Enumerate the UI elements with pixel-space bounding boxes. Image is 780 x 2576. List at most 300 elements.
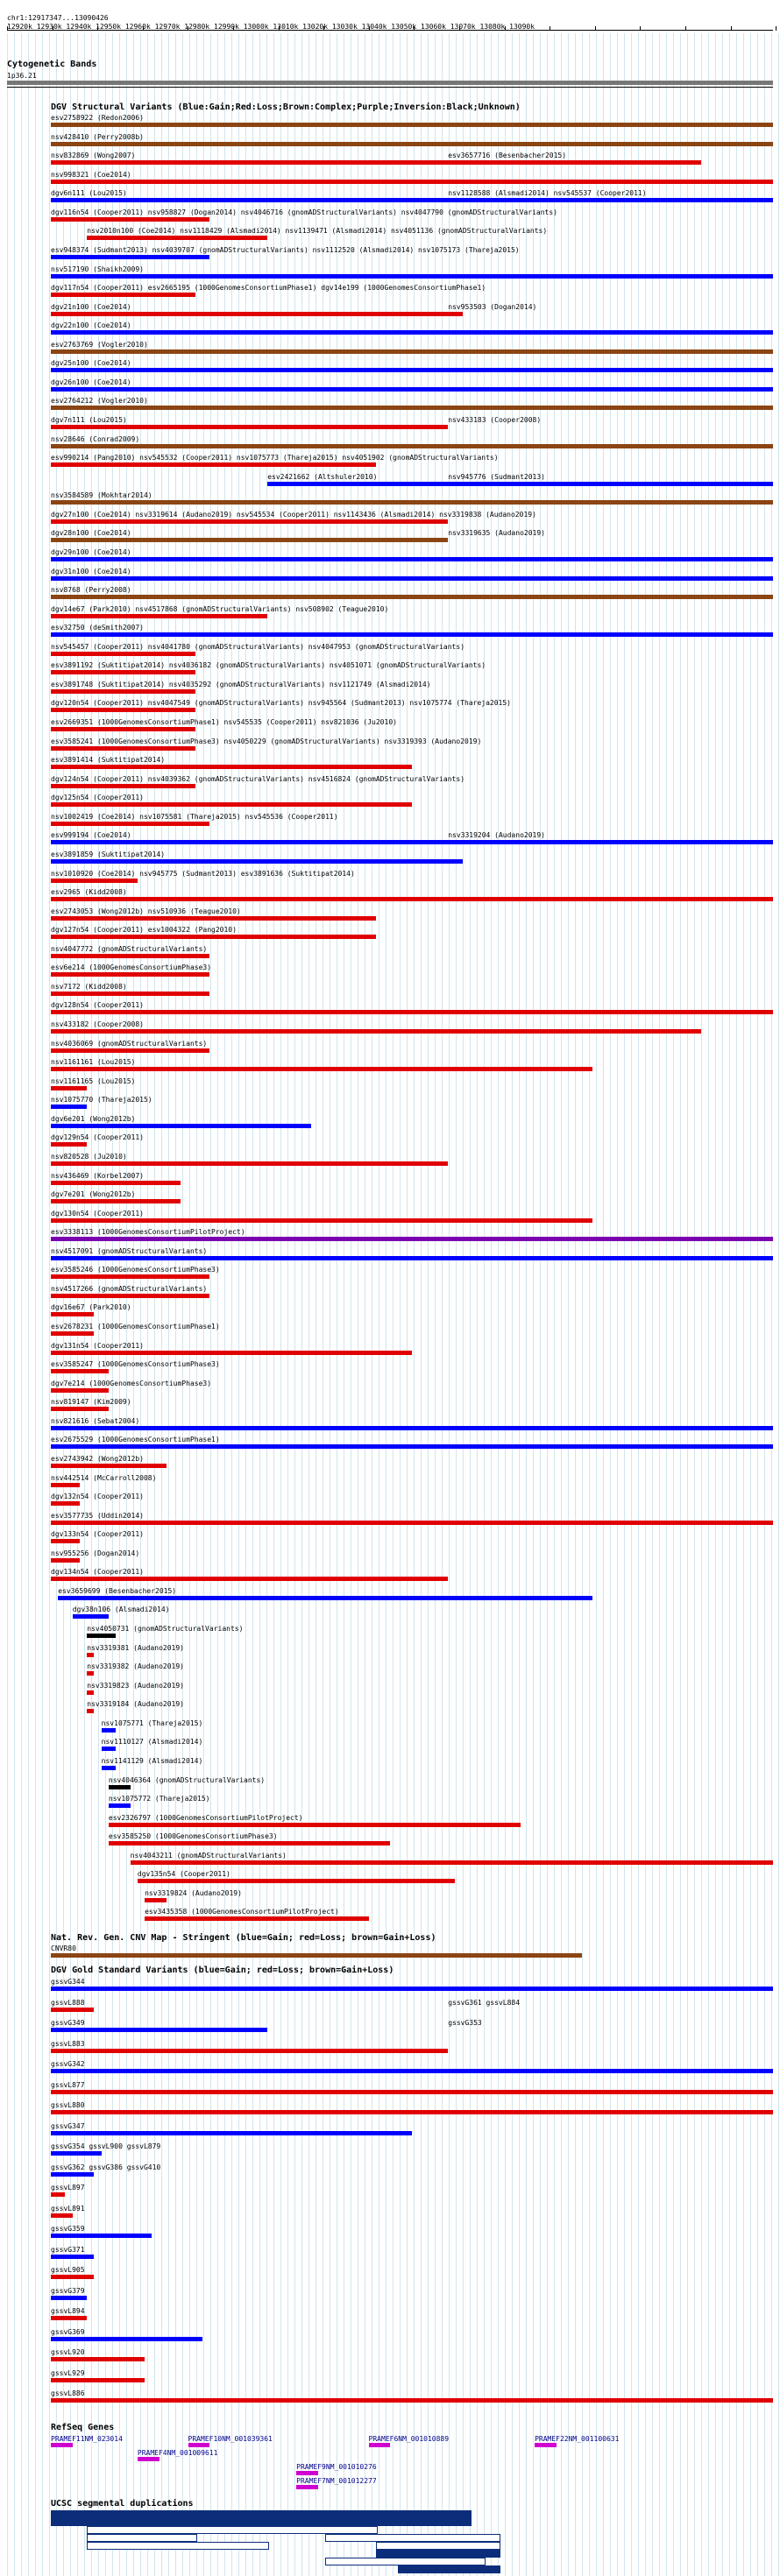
refseq-gene-bar[interactable] (535, 2443, 557, 2447)
dgv-variant-bar[interactable] (87, 1690, 94, 1695)
dgv-variant-label[interactable]: dgv7e201 (Wong2012b) (51, 1190, 136, 1199)
dgv-variant-bar[interactable] (51, 1218, 592, 1223)
gold-variant-label[interactable]: gssvG347 (51, 2121, 85, 2130)
gridline (210, 33, 211, 2576)
dgv-variant-label[interactable]: dgv28n100 (Coe2014) (51, 529, 131, 538)
dgv-variant-label[interactable]: nsv1075772 (Thareja2015) (108, 1795, 210, 1803)
dgv-variant-bar[interactable] (51, 1199, 181, 1203)
dgv-variant-bar[interactable] (51, 444, 773, 448)
dgv-variant-bar[interactable] (51, 1483, 80, 1487)
dgv-variant-label[interactable]: nsv1110127 (Alsmadi2014) (101, 1738, 203, 1747)
dgv-variant-label[interactable]: dgv132n54 (Cooper2011) (51, 1493, 144, 1501)
dgv-variant-bar[interactable] (51, 708, 195, 712)
dgv-variant-label[interactable]: nsv1161161 (Lou2015) (51, 1058, 136, 1067)
gridline (575, 33, 576, 2576)
dgv-variant-bar[interactable] (58, 1596, 592, 1600)
dgv-variant-label[interactable]: nsv955256 (Dogan2014) (51, 1549, 140, 1557)
dgv-variant-label-extra[interactable]: esv3657716 (Besenbacher2015) (448, 152, 567, 160)
dgv-variant-label[interactable]: nsv517190 (Shaikh2009) (51, 265, 144, 273)
gold-variant-label[interactable]: gssvG379 (51, 2286, 85, 2295)
dgv-variant-label[interactable]: esv3891748 (Suktitipat2014) nsv4035292 (gnomADStructuralVariants) nsv1121749 (Alsmadi2014) (51, 680, 431, 688)
dgv-variant-label[interactable]: dgv117n54 (Cooper2011) esv2665195 (1000GenomesConsortiumPhase1) dgv14e199 (1000GenomesConsortiumPhase1) (51, 284, 486, 293)
dgv-variant-label[interactable]: esv3585241 (1000GenomesConsortiumPhase3) nsv4050229 (gnomADStructuralVariants) nsv3319393 (Audano2019) (51, 737, 482, 745)
dgv-variant-label-extra[interactable]: nsv3319204 (Audano2019) (448, 831, 545, 840)
dgv-variant-bar[interactable] (51, 1388, 109, 1393)
dgv-variant-bar[interactable] (109, 1785, 131, 1789)
dgv-variant-label[interactable]: esv990214 (Pang2010) nsv545532 (Cooper2011) nsv1075773 (Thareja2015) nsv4051902 (gnomADStructuralVariants) (51, 454, 499, 462)
gold-variant-bar[interactable] (51, 2172, 94, 2177)
dgv-variant-bar[interactable] (73, 1614, 109, 1619)
dgv-variant-bar[interactable] (51, 765, 412, 769)
dgv-variant-label[interactable]: esv3891859 (Suktitipat2014) (51, 850, 166, 858)
gold-variant-bar[interactable] (51, 2213, 73, 2218)
dgv-variant-bar[interactable] (51, 746, 195, 751)
segdup-block[interactable] (87, 2526, 378, 2534)
dgv-variant-label[interactable]: dgv130n54 (Cooper2011) (51, 1209, 144, 1217)
dgv-variant-label[interactable]: esv3435358 (1000GenomesConsortiumPilotProject) (145, 1908, 339, 1916)
dgv-variant-bar[interactable] (51, 1558, 80, 1563)
dgv-variant-bar[interactable] (51, 274, 773, 279)
dgv-variant-bar[interactable] (51, 992, 209, 996)
dgv-variant-bar[interactable] (51, 293, 195, 297)
dgv-variant-label[interactable]: nsv1141129 (Alsmadi2014) (101, 1756, 203, 1765)
refseq-gene-bar[interactable] (138, 2457, 160, 2461)
dgv-variant-bar[interactable] (109, 1803, 131, 1808)
dgv-variant-bar[interactable] (51, 519, 448, 524)
dgv-variant-label[interactable]: nsv3319382 (Audano2019) (87, 1662, 184, 1671)
gold-variant-label[interactable]: gssvL880 (51, 2101, 85, 2109)
dgv-variant-bar[interactable] (51, 1029, 701, 1034)
dgv-variant-label[interactable]: esv3577735 (Uddin2014) (51, 1511, 144, 1520)
gridline (645, 33, 646, 2576)
dgv-variant-bar[interactable] (138, 1879, 456, 1883)
refseq-gene-label[interactable]: PRAMEF9NM_001010276 (296, 2463, 377, 2471)
gold-variant-label[interactable]: gssvL894 (51, 2307, 85, 2315)
gridline (519, 33, 520, 2576)
dgv-variant-label[interactable]: esv32750 (deSmith2007) (51, 624, 144, 632)
gold-variant-label[interactable]: gssvL905 (51, 2266, 85, 2274)
dgv-variant-label[interactable]: dgv7e214 (1000GenomesConsortiumPhase3) (51, 1379, 212, 1387)
dgv-variant-bar[interactable] (51, 425, 448, 429)
segdup-block[interactable] (325, 2558, 486, 2565)
dgv-variant-label[interactable]: esv3585247 (1000GenomesConsortiumPhase3) (51, 1360, 220, 1369)
refseq-gene-label[interactable]: PRAMEF11NM_023014 (51, 2435, 123, 2443)
dgv-variant-bar[interactable] (102, 1728, 116, 1733)
dgv-variant-label[interactable]: nsv4046364 (gnomADStructuralVariants) (108, 1775, 266, 1784)
dgv-variant-label[interactable]: nsv4043211 (gnomADStructuralVariants) (130, 1851, 287, 1860)
nrg-label: CNVR80 (51, 1944, 76, 1952)
dgv-variant-bar[interactable] (102, 1747, 116, 1751)
gridline (161, 33, 162, 2576)
dgv-variant-bar[interactable] (51, 1444, 773, 1449)
segdup-block[interactable] (398, 2565, 500, 2573)
gold-variant-label[interactable]: gssvL891 (51, 2204, 85, 2213)
gold-variant-bar[interactable] (51, 2378, 145, 2382)
dgv-variant-bar[interactable] (51, 1086, 87, 1090)
gold-variant-label[interactable]: gssvL897 (51, 2184, 85, 2191)
dgv-variant-label[interactable]: esv6e214 (1000GenomesConsortiumPhase3) (51, 963, 212, 972)
gridline (28, 33, 29, 2576)
dgv-variant-label[interactable]: nsv428410 (Perry2008b) (51, 132, 144, 141)
gold-variant-label[interactable]: gssvG359 (51, 2225, 85, 2233)
dgv-variant-bar[interactable] (51, 1521, 773, 1525)
dgv-variant-label[interactable]: dgv38n106 (Alsmadi2014) (72, 1606, 170, 1614)
gold-variant-bar[interactable] (51, 2255, 94, 2259)
dgv-variant-label[interactable]: dgv16e67 (Park2010) (51, 1303, 131, 1312)
gold-variant-label[interactable]: gssvG371 (51, 2245, 85, 2254)
dgv-variant-bar[interactable] (51, 1274, 209, 1279)
gridline (491, 33, 492, 2576)
gold-variant-label[interactable]: gssvL883 (51, 2039, 85, 2048)
dgv-variant-bar[interactable] (51, 557, 773, 561)
gridline (400, 33, 401, 2576)
dgv-variant-label[interactable]: esv2326797 (1000GenomesConsortiumPilotProject) (108, 1813, 303, 1822)
gold-variant-label[interactable]: gssvL877 (51, 2080, 85, 2089)
gridline (273, 33, 274, 2576)
dgv-variant-label[interactable]: nsv3319824 (Audano2019) (145, 1888, 242, 1897)
gridline (771, 33, 772, 2576)
gold-variant-bar[interactable] (51, 2337, 202, 2341)
dgv-variant-label[interactable]: dgv27n100 (Coe2014) nsv3319614 (Audano2019) nsv545534 (Cooper2011) nsv1143436 (Alsmadi2014) nsv3319838 (Audano2019) (51, 510, 536, 519)
dgv-variant-label[interactable]: dgv25n100 (Coe2014) (51, 359, 131, 368)
refseq-gene-bar[interactable] (296, 2485, 318, 2489)
dgv-variant-label[interactable]: nsv4050731 (gnomADStructuralVariants) (87, 1625, 244, 1633)
dgv-variant-bar[interactable] (51, 312, 463, 316)
dgv-variant-label[interactable]: dgv14e67 (Park2010) nsv4517868 (gnomADStructuralVariants) nsv508902 (Teague2010) (51, 604, 389, 613)
dgv-variant-label[interactable]: nsv1002419 (Coe2014) nsv1075581 (Thareja2015) nsv545536 (Cooper2011) (51, 812, 338, 821)
gridline (736, 33, 737, 2576)
dgv-variant-bar[interactable] (51, 859, 463, 864)
gold-variant-bar[interactable] (51, 2357, 145, 2361)
dgv-variant-label[interactable]: esv2675529 (1000GenomesConsortiumPhase1) (51, 1436, 220, 1444)
dgv-variant-bar[interactable] (51, 897, 773, 901)
gold-variant-label[interactable]: gssvG362 gssvG386 gssvG410 (51, 2163, 161, 2171)
gold-variant-label[interactable]: gssvG344 (51, 1978, 85, 1986)
gold-variant-bar[interactable] (51, 2090, 773, 2094)
refseq-gene-label[interactable]: PRAMEF4NM_001009611 (137, 2449, 218, 2457)
dgv-variant-label[interactable]: dgv31n100 (Coe2014) (51, 567, 131, 575)
dgv-variant-label[interactable]: esv2669351 (1000GenomesConsortiumPhase1) nsv545535 (Cooper2011) nsv821036 (Ju2010) (51, 718, 397, 726)
dgv-variant-bar[interactable] (51, 802, 412, 807)
gridline (673, 33, 674, 2576)
gold-variant-label[interactable]: gssvG369 (51, 2327, 85, 2336)
dgv-variant-label[interactable]: esv2678231 (1000GenomesConsortiumPhase1) (51, 1323, 220, 1330)
gold-variant-bar[interactable] (51, 2234, 152, 2238)
dgv-variant-label[interactable]: nsv832869 (Wong2007) (51, 152, 136, 160)
segdup-block[interactable] (376, 2550, 500, 2558)
gridline (154, 33, 155, 2576)
dgv-variant-bar[interactable] (51, 500, 773, 505)
dgv-variant-bar[interactable] (51, 879, 138, 883)
dgv-variant-label[interactable]: dgv22n100 (Coe2014) (51, 321, 131, 330)
gridline (266, 33, 267, 2576)
dgv-variant-label[interactable]: esv3891414 (Suktitipat2014) (51, 756, 166, 765)
dgv-variant-label[interactable]: esv3585250 (1000GenomesConsortiumPhase3) (108, 1832, 278, 1841)
gridline (757, 33, 758, 2576)
dgv-variant-label[interactable]: esv948374 (Sudmant2013) nsv4039707 (gnomADStructuralVariants) nsv1112520 (Alsmadi2014) nsv1075173 (Thareja2015) (51, 245, 520, 254)
dgv-variant-bar[interactable] (51, 1010, 773, 1014)
dgv-variant-bar[interactable] (87, 1653, 94, 1657)
dgv-variant-label[interactable]: esv3891192 (Suktitipat2014) nsv4036182 (gnomADStructuralVariants) nsv4051071 (gnomADStructuralVariants) (51, 661, 486, 670)
dgv-variant-label[interactable]: nsv821616 (Sebat2004) (51, 1416, 140, 1425)
dgv-variant-bar[interactable] (51, 330, 773, 335)
dgv-variant-bar[interactable] (51, 727, 195, 731)
dgv-variant-bar[interactable] (131, 1860, 773, 1865)
dgv-variant-bar[interactable] (51, 1539, 80, 1543)
gold-variant-label[interactable]: gssvG354 gssvL900 gssvL879 (51, 2142, 161, 2150)
dgv-variant-label[interactable]: esv3659699 (Besenbacher2015) (58, 1586, 177, 1595)
dgv-variant-label[interactable]: dgv7n111 (Lou2015) (51, 416, 127, 424)
dgv-variant-label[interactable]: dgv124n54 (Cooper2011) nsv4039362 (gnomADStructuralVariants) nsv4516824 (gnomADStructuralVariants) (51, 774, 465, 783)
gold-variant-label[interactable]: gssvG349 (51, 2019, 85, 2027)
dgv-variant-bar[interactable] (51, 916, 376, 921)
dgv-variant-label[interactable]: esv2743942 (Wong2012b) (51, 1454, 144, 1463)
dgv-variant-bar[interactable] (51, 1331, 94, 1336)
dgv-variant-label[interactable]: esv999194 (Coe2014) (51, 831, 131, 840)
dgv-variant-label[interactable]: nsv7172 (Kidd2008) (51, 982, 127, 991)
dgv-variant-bar[interactable] (145, 1916, 368, 1921)
gold-variant-label[interactable]: gssvL929 (51, 2368, 85, 2377)
dgv-variant-label[interactable]: dgv127n54 (Cooper2011) esv1004322 (Pang2010) (51, 926, 237, 935)
dgv-variant-label[interactable]: dgv135n54 (Cooper2011) (137, 1870, 230, 1879)
segdup-block[interactable] (87, 2542, 269, 2550)
dgv-variant-bar[interactable] (51, 1312, 94, 1316)
dgv-variant-label[interactable]: esv2965 (Kidd2008) (51, 888, 127, 897)
dgv-variant-label[interactable]: esv3585246 (1000GenomesConsortiumPhase3) (51, 1266, 220, 1274)
dgv-variant-label[interactable]: nsv1075771 (Thareja2015) (101, 1719, 203, 1727)
gold-variant-label[interactable]: gssvG342 (51, 2060, 85, 2068)
dgv-variant-label[interactable]: nsv28646 (Conrad2009) (51, 434, 140, 443)
dgv-variant-bar[interactable] (51, 123, 773, 127)
dgv-variant-bar[interactable] (87, 236, 267, 240)
dgv-variant-bar[interactable] (87, 1634, 116, 1638)
dgv-variant-label-extra[interactable]: nsv1128588 (Alsmadi2014) nsv545537 (Cooper2011) (448, 189, 647, 198)
dgv-variant-bar[interactable] (51, 368, 773, 372)
dgv-variant-label[interactable]: dgv120n54 (Cooper2011) nsv4047549 (gnomADStructuralVariants) nsv945564 (Sudmant2013) nsv1075774 (Thareja2015) (51, 699, 511, 708)
dgv-variant-label[interactable]: dgv21n100 (Coe2014) (51, 302, 131, 311)
dgv-variant-label[interactable]: nsv4517091 (gnomADStructuralVariants) (51, 1246, 208, 1255)
gold-variant-bar[interactable] (51, 1987, 773, 1991)
dgv-variant-bar[interactable] (51, 406, 773, 410)
dgv-variant-bar[interactable] (51, 954, 209, 958)
dgv-variant-label[interactable]: nsv1010920 (Coe2014) nsv945775 (Sudmant2013) esv3891636 (Suktitipat2014) (51, 869, 355, 878)
dgv-variant-bar[interactable] (51, 1124, 311, 1128)
dgv-variant-bar[interactable] (51, 1161, 448, 1166)
dgv-variant-bar[interactable] (51, 217, 209, 222)
refseq-gene-bar[interactable] (51, 2443, 73, 2447)
dgv-variant-label[interactable]: esv3338113 (1000GenomesConsortiumPilotProject) (51, 1228, 245, 1237)
dgv-variant-label[interactable]: nsv1075770 (Thareja2015) (51, 1096, 152, 1105)
dgv-variant-bar[interactable] (109, 1823, 521, 1827)
gold-variant-bar[interactable] (51, 2275, 94, 2279)
dgv-variant-bar[interactable] (51, 1237, 773, 1241)
gridline (245, 33, 246, 2576)
dgv-variant-bar[interactable] (51, 1294, 209, 1298)
gridline (442, 33, 443, 2576)
dgv-variant-label-extra[interactable]: nsv433183 (Cooper2008) (448, 416, 542, 424)
dgv-variant-bar[interactable] (51, 255, 209, 259)
gold-variant-bar[interactable] (51, 2049, 448, 2053)
dgv-variant-label[interactable]: nsv820528 (Ju2010) (51, 1152, 127, 1161)
dgv-variant-label[interactable]: esv2763769 (Vogler2010) (51, 340, 148, 349)
dgv-variant-bar[interactable] (51, 1426, 773, 1430)
dgv-variant-label[interactable]: nsv436469 (Korbel2007) (51, 1171, 144, 1180)
dgv-variant-bar[interactable] (51, 689, 195, 694)
segdup-block[interactable] (51, 2518, 472, 2526)
gridline (512, 33, 513, 2576)
dgv-variant-label[interactable]: nsv4047772 (gnomADStructuralVariants) (51, 944, 208, 953)
dgv-variant-label[interactable]: dgv6e201 (Wong2012b) (51, 1114, 136, 1123)
refseq-gene-label[interactable]: PRAMEF22NM_001100631 (535, 2435, 620, 2443)
dgv-variant-bar[interactable] (51, 670, 195, 674)
gold-variant-label[interactable]: gssvL888 (51, 1998, 85, 2007)
dgv-variant-bar[interactable] (267, 482, 773, 486)
dgv-variant-bar[interactable] (51, 1181, 181, 1185)
cytoband-label: 1p36.21 (7, 72, 37, 80)
dgv-variant-bar[interactable] (51, 784, 195, 788)
dgv-variant-bar[interactable] (51, 198, 773, 202)
gridline (301, 33, 302, 2576)
dgv-variant-bar[interactable] (51, 538, 448, 542)
dgv-variant-label[interactable]: dgv129n54 (Cooper2011) (51, 1133, 144, 1142)
dgv-variant-bar[interactable] (51, 652, 195, 656)
dgv-variant-label[interactable]: nsv433182 (Cooper2008) (51, 1020, 144, 1028)
gridline (196, 33, 197, 2576)
dgv-variant-bar[interactable] (51, 840, 773, 844)
ruler-tick (731, 26, 732, 31)
dgv-variant-bar[interactable] (51, 1501, 80, 1506)
dgv-variant-label[interactable]: dgv125n54 (Cooper2011) (51, 794, 144, 802)
dgv-variant-bar[interactable] (51, 1048, 209, 1053)
dgv-variant-bar[interactable] (51, 614, 267, 618)
segdup-block[interactable] (87, 2534, 197, 2542)
dgv-variant-bar[interactable] (51, 972, 209, 977)
dgv-variant-label[interactable]: nsv4036069 (gnomADStructuralVariants) (51, 1039, 208, 1048)
gridline (743, 33, 744, 2576)
gridline (624, 33, 625, 2576)
dgv-variant-bar[interactable] (51, 822, 209, 826)
dgv-variant-bar[interactable] (51, 1369, 109, 1373)
gold-variant-label-extra[interactable]: gssvG361 gssvL884 (448, 1998, 521, 2007)
refseq-gene-label[interactable]: PRAMEF10NM_001039361 (188, 2435, 273, 2443)
refseq-gene-label[interactable]: PRAMEF7NM_001012277 (296, 2477, 377, 2485)
dgv-variant-label[interactable]: nsv442514 (McCarroll2008) (51, 1473, 157, 1482)
dgv-variant-bar[interactable] (109, 1841, 390, 1846)
dgv-variant-label[interactable]: nsv8768 (Perry2008) (51, 586, 131, 595)
dgv-variant-label[interactable]: nsv998321 (Coe2014) (51, 170, 131, 179)
dgv-variant-label[interactable]: esv2758922 (Redon2006) (51, 114, 144, 122)
dgv-variant-label[interactable]: nsv3319381 (Audano2019) (87, 1643, 184, 1652)
segdup-block[interactable] (376, 2542, 500, 2550)
dgv-variant-label[interactable]: nsv3319823 (Audano2019) (87, 1681, 184, 1690)
dgv-variant-label[interactable]: dgv6n111 (Lou2015) (51, 189, 127, 198)
dgv-variant-bar[interactable] (51, 1351, 412, 1355)
gridline (238, 33, 239, 2576)
dgv-variant-bar[interactable] (87, 1709, 94, 1713)
gridline (428, 33, 429, 2576)
dgv-variant-bar[interactable] (87, 1671, 94, 1676)
dgv-variant-bar[interactable] (51, 142, 773, 146)
dgv-variant-label[interactable]: esv2764212 (Vogler2010) (51, 397, 148, 406)
dgv-variant-label[interactable]: nsv1161165 (Lou2015) (51, 1076, 136, 1085)
segdup-block[interactable] (325, 2534, 500, 2542)
gridline (680, 33, 681, 2576)
dgv-variant-label[interactable]: dgv128n54 (Cooper2011) (51, 1001, 144, 1010)
dgv-variant-bar[interactable] (51, 1105, 87, 1109)
dgv-variant-label[interactable]: nsv819147 (Kim2009) (51, 1398, 131, 1407)
gold-variant-bar[interactable] (51, 2316, 87, 2320)
dgv-variant-bar[interactable] (51, 160, 701, 165)
dgv-variant-bar[interactable] (51, 349, 773, 354)
dgv-variant-label[interactable]: nsv545457 (Cooper2011) nsv4041780 (gnomADStructuralVariants) nsv4047953 (gnomADStructuralVariants) (51, 642, 465, 651)
gold-variant-bar[interactable] (51, 2296, 87, 2300)
dgv-variant-label-extra[interactable]: nsv945776 (Sudmant2013) (448, 472, 545, 481)
dgv-variant-label[interactable]: dgv26n100 (Coe2014) (51, 378, 131, 386)
dgv-variant-bar[interactable] (51, 462, 376, 467)
refseq-gene-bar[interactable] (296, 2471, 318, 2475)
dgv-variant-bar[interactable] (51, 1142, 87, 1147)
gold-variant-bar[interactable] (51, 2008, 94, 2012)
nrg-bar[interactable] (51, 1953, 582, 1958)
refseq-gene-bar[interactable] (188, 2443, 210, 2447)
dgv-variant-label[interactable]: dgv131n54 (Cooper2011) (51, 1341, 144, 1350)
dgv-variant-bar[interactable] (51, 387, 773, 392)
gold-variant-bar[interactable] (51, 2069, 773, 2073)
refseq-gene-label[interactable]: PRAMEF6NM_001010889 (368, 2435, 450, 2443)
dgv-variant-bar[interactable] (51, 576, 773, 581)
gridline (561, 33, 562, 2576)
dgv-variant-bar[interactable] (51, 935, 376, 939)
gold-variant-label-extra[interactable]: gssvG353 (448, 2019, 482, 2027)
dgv-variant-bar[interactable] (51, 1067, 592, 1071)
dgv-variant-bar[interactable] (145, 1898, 167, 1902)
dgv-variant-bar[interactable] (51, 180, 773, 184)
dgv-variant-label[interactable]: dgv134n54 (Cooper2011) (51, 1568, 144, 1577)
dgv-variant-label[interactable]: dgv133n54 (Cooper2011) (51, 1530, 144, 1539)
gold-variant-bar[interactable] (51, 2028, 267, 2032)
gridline (231, 33, 232, 2576)
segdup-block[interactable] (51, 2510, 472, 2518)
gold-variant-bar[interactable] (51, 2110, 773, 2114)
gold-variant-label[interactable]: gssvL886 (51, 2389, 85, 2397)
dgv-variant-label-extra[interactable]: nsv3319635 (Audano2019) (448, 529, 545, 538)
dgv-variant-bar[interactable] (51, 1407, 109, 1411)
dgv-variant-label[interactable]: dgv29n100 (Coe2014) (51, 547, 131, 556)
dgv-variant-label[interactable]: esv2421662 (Altshuler2010) (267, 472, 378, 481)
dgv-variant-bar[interactable] (51, 632, 773, 637)
refseq-gene-bar[interactable] (369, 2443, 391, 2447)
gold-variant-bar[interactable] (51, 2131, 412, 2135)
dgv-variant-label[interactable]: nsv2010n100 (Coe2014) nsv1118429 (Alsmadi2014) nsv1139471 (Alsmadi2014) nsv4051136 (gnomADStructuralVariants) (87, 227, 548, 236)
gridline (308, 33, 309, 2576)
dgv-variant-bar[interactable] (51, 1577, 448, 1581)
gold-variant-label[interactable]: gssvL920 (51, 2348, 85, 2356)
dgv-variant-bar[interactable] (51, 595, 773, 599)
gold-variant-bar[interactable] (51, 2192, 65, 2197)
dgv-variant-bar[interactable] (102, 1766, 116, 1770)
dgv-variant-label-extra[interactable]: nsv953503 (Dogan2014) (448, 302, 537, 311)
dgv-variant-label[interactable]: nsv3319184 (Audano2019) (87, 1700, 184, 1709)
dgv-variant-label[interactable]: dgv116n54 (Cooper2011) nsv958827 (Dogan2014) nsv4046716 (gnomADStructuralVariants) nsv4047790 (gnomADStructuralVariants) (51, 208, 557, 216)
dgv-variant-bar[interactable] (51, 1256, 773, 1260)
cytoband-bar[interactable] (7, 81, 773, 85)
dgv-variant-bar[interactable] (51, 1464, 167, 1468)
dgv-variant-label[interactable]: nsv3584589 (Mokhtar2014) (51, 491, 152, 500)
dgv-variant-label[interactable]: nsv4517266 (gnomADStructuralVariants) (51, 1284, 208, 1293)
gold-variant-bar[interactable] (51, 2398, 773, 2403)
gold-variant-bar[interactable] (51, 2151, 102, 2156)
dgv-variant-label[interactable]: esv2743053 (Wong2012b) nsv510936 (Teague2010) (51, 907, 241, 915)
